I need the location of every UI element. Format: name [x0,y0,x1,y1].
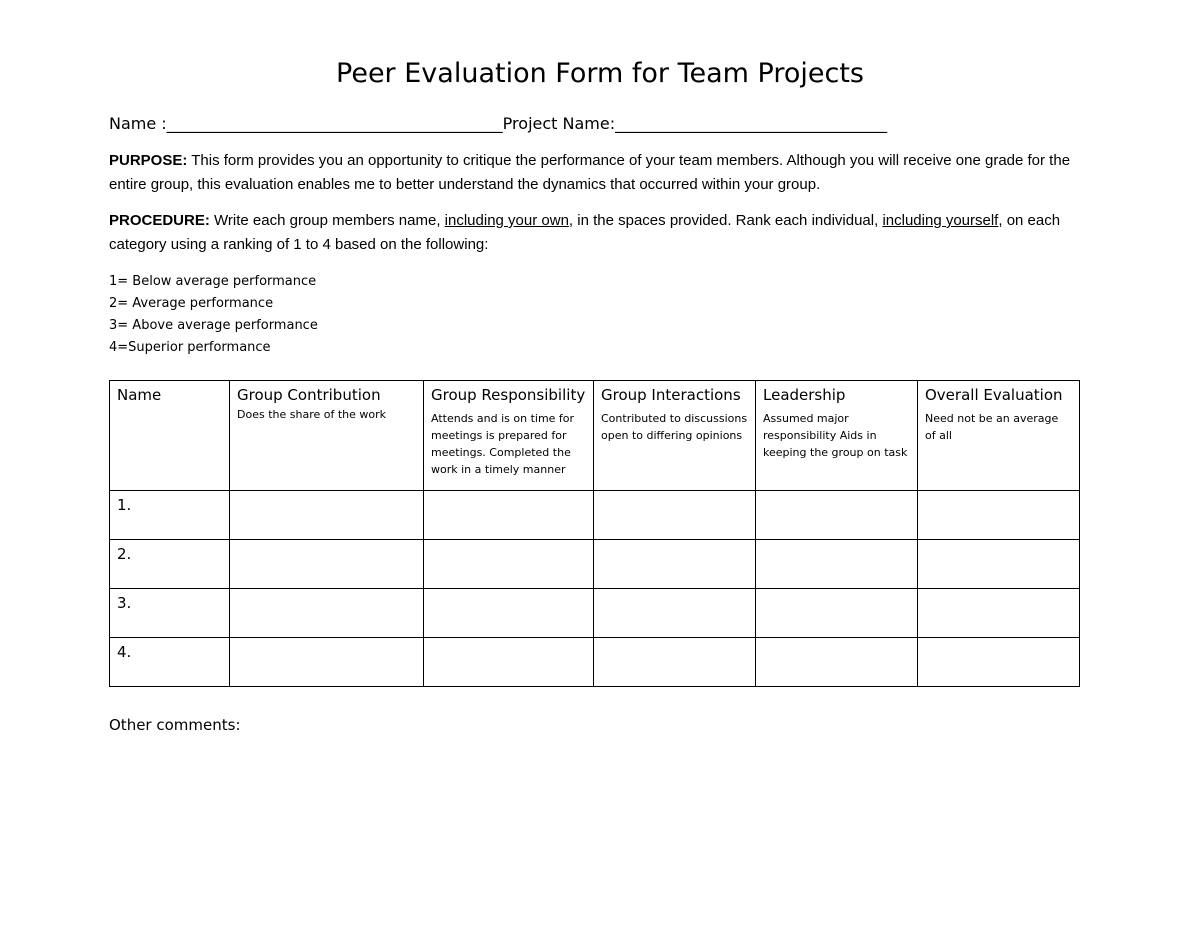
scale-item: 3= Above average performance [109,318,318,333]
table-row [110,540,1080,589]
rating-cell[interactable] [230,589,424,638]
table-header-row [110,381,1080,491]
column-header-interactions [594,381,756,491]
purpose-paragraph [109,149,1091,197]
evaluation-table [109,380,1080,687]
rating-cell[interactable] [424,491,594,540]
column-description: Does the share of the work [237,408,386,421]
row-number: 4. [110,638,230,687]
row-number: 2. [110,540,230,589]
rating-cell[interactable] [918,540,1080,589]
rating-cell[interactable] [230,540,424,589]
procedure-text-1: Write each group members name, [209,212,445,229]
procedure-underline-1: including your own [444,212,569,229]
rating-cell[interactable] [594,540,756,589]
column-description: Contributed to discussions open to differing opinions [601,412,748,442]
ranking-scale [109,271,318,359]
column-title: Name [117,386,162,404]
column-header-leadership [756,381,918,491]
column-title: Group Responsibility [431,386,586,404]
rating-cell[interactable] [230,491,424,540]
rating-cell[interactable] [424,589,594,638]
purpose-label: PURPOSE: [109,152,188,169]
table-row [110,589,1080,638]
rating-cell[interactable] [230,638,424,687]
column-header-responsibility [424,381,594,491]
purpose-text: This form provides you an opportunity to critique the performance of your team members. Although you will receive one grade for the entire group, this evaluation enables me to better understand the dynamics that occurred within your group. [109,152,1071,193]
name-project-line: Name :__________________________________________Project Name:__________________________________ [109,114,888,133]
rating-cell[interactable] [424,540,594,589]
column-description: Assumed major responsibility Aids in keeping the group on task [763,412,908,459]
column-title: Group Interactions [601,386,741,404]
rating-cell[interactable] [756,491,918,540]
scale-item: 2= Average performance [109,296,274,311]
rating-cell[interactable] [756,638,918,687]
procedure-text-2: , in the spaces provided. Rank each individual, [568,212,883,229]
rating-cell[interactable] [594,491,756,540]
column-title: Leadership [763,386,846,404]
scale-item: 4=Superior performance [109,340,271,355]
rating-cell[interactable] [756,540,918,589]
procedure-underline-2: including yourself [882,212,999,229]
document-page [109,0,1091,927]
rating-cell[interactable] [756,589,918,638]
rating-cell[interactable] [918,638,1080,687]
procedure-label: PROCEDURE: [109,212,210,229]
column-description: Need not be an average of all [925,412,1059,442]
column-header-name [110,381,230,491]
column-title: Group Contribution [237,386,381,404]
form-title: Peer Evaluation Form for Team Projects [336,58,864,89]
scale-item: 1= Below average performance [109,274,317,289]
table-row [110,491,1080,540]
table-row [110,638,1080,687]
rating-cell[interactable] [594,638,756,687]
column-title: Overall Evaluation [925,386,1063,404]
column-description: Attends and is on time for meetings is prepared for meetings. Completed the work in a timely manner [431,412,575,476]
column-header-contribution [230,381,424,491]
row-number: 1. [110,491,230,540]
rating-cell[interactable] [424,638,594,687]
other-comments-label: Other comments: [109,716,241,734]
rating-cell[interactable] [918,589,1080,638]
procedure-text-3: , on each category using a ranking of 1 to 4 based on the following: [109,212,1061,253]
rating-cell[interactable] [918,491,1080,540]
row-number: 3. [110,589,230,638]
procedure-paragraph [109,209,1091,257]
rating-cell[interactable] [594,589,756,638]
column-header-overall [918,381,1080,491]
